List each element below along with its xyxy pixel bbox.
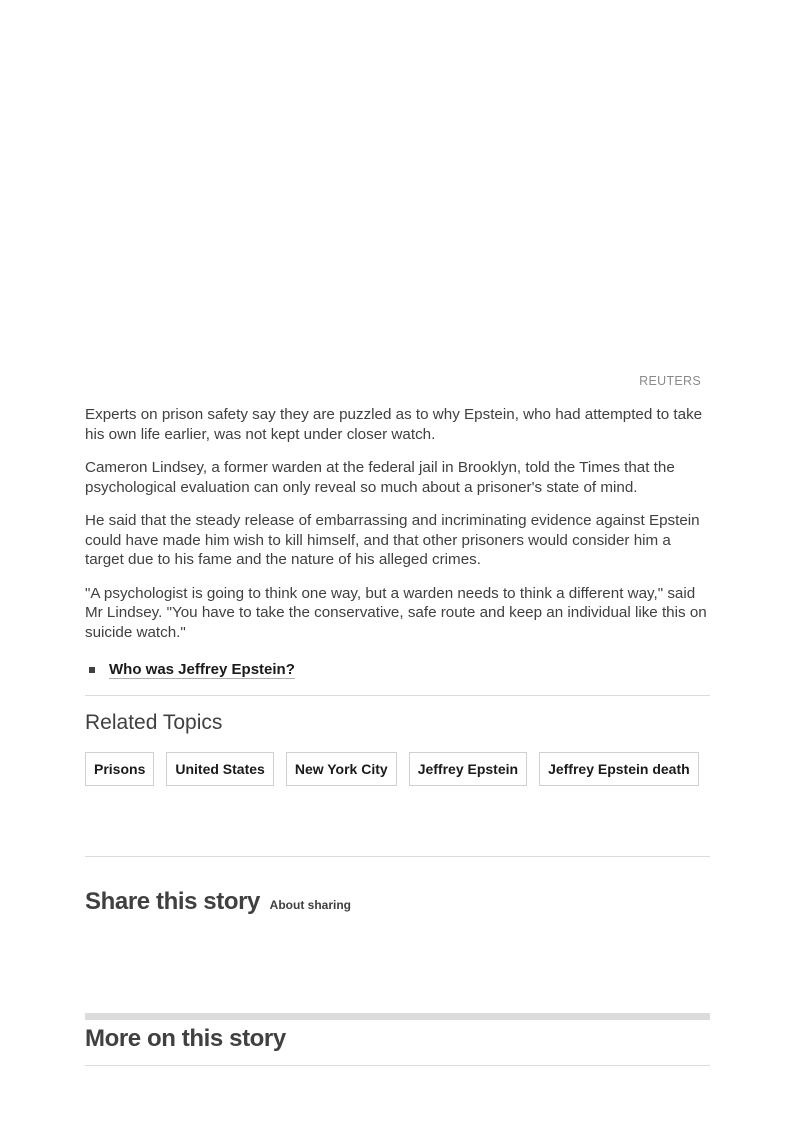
list-item [85, 660, 710, 680]
related-topics-heading: Related Topics [85, 711, 223, 734]
section-divider-bar [85, 1013, 710, 1020]
who-was-jeffrey-epstein-link[interactable]: Who was Jeffrey Epstein? [109, 661, 295, 678]
divider [85, 695, 710, 696]
share-heading [85, 888, 351, 916]
divider [85, 856, 710, 857]
tag-new-york-city[interactable]: New York City [286, 752, 397, 786]
share-title: Share this story [85, 888, 260, 915]
tag-jeffrey-epstein[interactable]: Jeffrey Epstein [409, 752, 527, 786]
article-image [85, 0, 710, 368]
article-paragraph: "A psychologist is going to think one way, but a warden needs to think a different way," said Mr Lindsey. "You have to take the conservative, safe route and keep an individual like this on suicide watch." [85, 584, 707, 641]
story-links [85, 660, 710, 680]
more-on-this-story-heading: More on this story [85, 1025, 286, 1052]
tag-prisons[interactable]: Prisons [85, 752, 154, 786]
tag-united-states[interactable]: United States [166, 752, 273, 786]
related-topics-tags [85, 752, 725, 802]
divider [85, 1065, 710, 1066]
article-body [85, 405, 710, 656]
image-credit: REUTERS [639, 374, 701, 388]
article-paragraph: Experts on prison safety say they are puzzled as to why Epstein, who had attempted to take his own life earlier, was not kept under closer watch. [85, 406, 703, 443]
article-paragraph: He said that the steady release of embarrassing and incriminating evidence against Epstein could have made him wish to kill himself, and that other prisoners would consider him a target due to his fame and the nature of his alleged crimes. [85, 512, 700, 568]
square-bullet-icon [89, 667, 95, 673]
tag-jeffrey-epstein-death[interactable]: Jeffrey Epstein death [539, 752, 699, 786]
article-paragraph: Cameron Lindsey, a former warden at the federal jail in Brooklyn, told the Times that the psychological evaluation can only reveal so much about a prisoner's state of mind. [85, 459, 675, 496]
about-sharing-link[interactable]: About sharing [269, 898, 351, 912]
